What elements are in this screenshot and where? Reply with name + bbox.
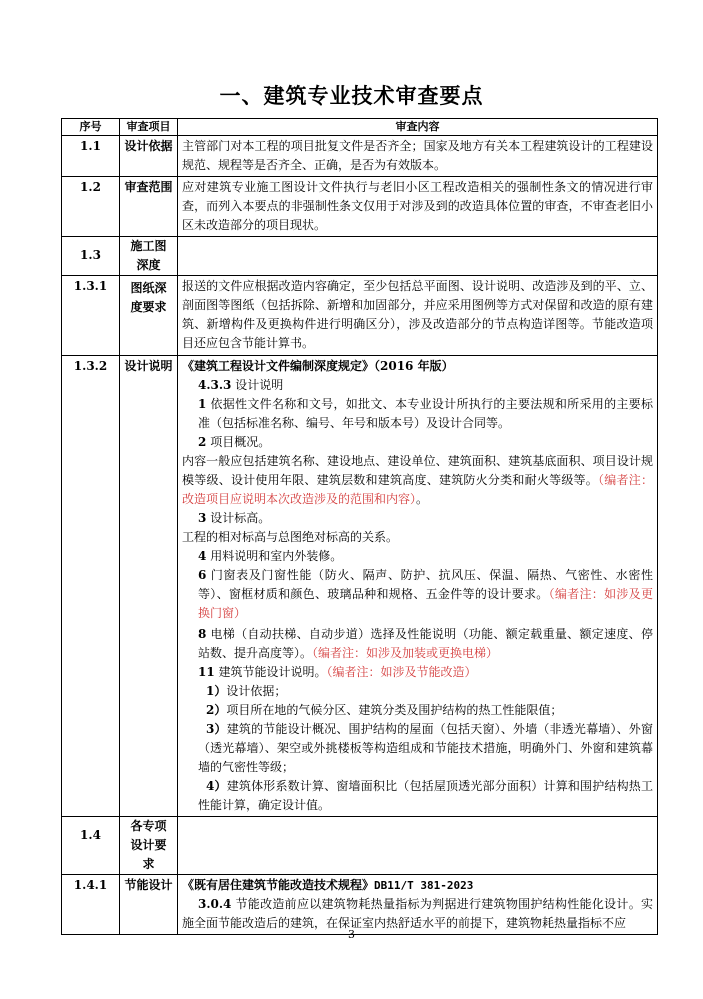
standard-name: 《既有居住建筑节能改造技术规程》 bbox=[182, 878, 375, 892]
item-number: 4 bbox=[198, 549, 207, 563]
item-text: 内容一般应包括建筑名称、建设地点、建设单位、建筑面积、建筑基底面积、项目设计规模等级、设计使用年限、建筑层数和建筑高度、建筑防火分类和耐火等级等。 bbox=[182, 454, 653, 487]
item-number: 2 bbox=[198, 435, 207, 449]
sub-item-text: 设计依据； bbox=[226, 684, 287, 698]
row-content bbox=[178, 875, 658, 935]
header-no: 序号 bbox=[62, 119, 120, 136]
item-text: 设计标高。 bbox=[210, 511, 271, 525]
list-item bbox=[182, 566, 653, 623]
list-item bbox=[182, 509, 653, 528]
item-text: 电梯（自动扶梯、自动步道）选择及性能说明（功能、额定载重量、额定速度、停站数、提升高度等）。 bbox=[198, 627, 653, 660]
item-number: 6 bbox=[198, 568, 207, 582]
row-item: 设计依据 bbox=[120, 136, 178, 177]
row-number: 1.3.1 bbox=[62, 276, 120, 356]
table-row bbox=[62, 817, 658, 875]
page-number: 3 bbox=[348, 928, 355, 941]
sub-item-number: 4） bbox=[206, 779, 227, 793]
row-content bbox=[178, 817, 658, 875]
header-item: 审查项目 bbox=[120, 119, 178, 136]
sub-item-text: 建筑的节能设计概况、围护结构的屋面（包括天窗）、外墙（非透光幕墙）、外窗（透光幕墙）、架空或外挑楼板等构造组成和节能技术措施，明确外门、外窗和建筑幕墙的气密性等级； bbox=[198, 722, 653, 774]
section-title: 设计说明 bbox=[235, 378, 284, 392]
standard-code: DB11/T 381-2023 bbox=[374, 879, 474, 892]
editor-note: （编者注：如涉及节能改造） bbox=[326, 665, 477, 679]
list-item-body: 工程的相对标高与总图绝对标高的关系。 bbox=[182, 530, 399, 544]
editor-note: （编者注：改造项目应说明本次改造涉及的范围和内容） bbox=[182, 473, 653, 506]
row-content: 报送的文件应根据改造内容确定，至少包括总平面图、设计说明、改造涉及到的平、立、剖面图等图纸（包括拆除、新增和加固部分，并应采用图例等方式对保留和改造的原有建筑、新增构件及更换构件进行明确区分），涉及改造部分的节点构造详图等。节能改造项目还应包含节能计算书。 bbox=[178, 276, 658, 356]
item-text-end: 。 bbox=[416, 492, 429, 506]
row-item: 节能设计 bbox=[120, 875, 178, 935]
row-content: 应对建筑专业施工图设计文件执行与老旧小区工程改造相关的强制性条文的情况进行审查，而列入本要点的非强制性条文仅用于对涉及到的改造具体位置的审查，不审查老旧小区未改造部分的项目现状。 bbox=[178, 177, 658, 237]
row-item: 图纸深度要求 bbox=[120, 276, 178, 356]
table-row bbox=[62, 875, 658, 935]
sub-item-number: 1） bbox=[206, 684, 227, 698]
row-number: 1.1 bbox=[62, 136, 120, 177]
row-number: 1.4 bbox=[62, 817, 120, 875]
sub-item bbox=[182, 682, 653, 701]
page-title: 一、建筑专业技术审查要点 bbox=[219, 84, 484, 108]
item-number: 8 bbox=[198, 627, 207, 641]
row-item: 设计说明 bbox=[120, 356, 178, 817]
header-content: 审查内容 bbox=[178, 119, 658, 136]
sub-item-text: 项目所在地的气候分区、建筑分类及围护结构的热工性能限值； bbox=[226, 703, 563, 717]
list-item bbox=[182, 395, 653, 433]
row-item: 各专项设计要求 bbox=[120, 817, 178, 875]
table-row bbox=[62, 136, 658, 177]
review-table bbox=[61, 118, 658, 935]
row-content: 主管部门对本工程的项目批复文件是否齐全；国家及地方有关本工程建筑设计的工程建设规范、规程等是否齐全、正确，是否为有效版本。 bbox=[178, 136, 658, 177]
row-number: 1.3 bbox=[62, 237, 120, 276]
standard-title: 《建筑工程设计文件编制深度规定》（2016 年版） bbox=[182, 359, 454, 373]
item-text: 建筑节能设计说明。 bbox=[218, 665, 327, 679]
item-number: 11 bbox=[198, 665, 215, 679]
list-item bbox=[182, 547, 653, 566]
list-item bbox=[182, 663, 653, 682]
item-text: 依据性文件名称和文号，如批文、本专业设计所执行的主要法规和所采用的主要标准（包括标准名称、编号、年号和版本号）及设计合同等。 bbox=[198, 397, 653, 430]
editor-note: （编者注：如涉及更换门窗） bbox=[198, 587, 653, 620]
sub-item bbox=[182, 701, 653, 720]
standard-title bbox=[182, 876, 653, 895]
item-number: 1 bbox=[198, 397, 207, 411]
item-text: 门窗表及门窗性能（防火、隔声、防护、抗风压、保温、隔热、气密性、水密性等）、窗框材质和颜色、玻璃品种和规格、五金件等的设计要求。 bbox=[198, 568, 653, 601]
sub-item-number: 3） bbox=[206, 722, 227, 736]
list-item-body bbox=[182, 452, 653, 509]
row-content bbox=[178, 356, 658, 817]
editor-note: （编者注：如涉及加装或更换电梯） bbox=[312, 646, 499, 660]
row-item: 施工图深度 bbox=[120, 237, 178, 276]
list-item bbox=[182, 433, 653, 452]
row-number: 1.3.2 bbox=[62, 356, 120, 817]
list-item bbox=[182, 625, 653, 663]
clause-text: 节能改造前应以建筑物耗热量指标为判据进行建筑物围护结构性能化设计。实施全面节能改造后的建筑，在保证室内热舒适水平的前提下，建筑物耗热量指标不应 bbox=[182, 897, 653, 930]
table-header-row bbox=[62, 119, 658, 136]
item-text: 用料说明和室内外装修。 bbox=[210, 549, 343, 563]
section-number: 4.3.3 bbox=[198, 378, 232, 392]
sub-item-text: 建筑体形系数计算、窗墙面积比（包括屋顶透光部分面积）计算和围护结构热工性能计算，确定设计值。 bbox=[198, 779, 653, 812]
row-number: 1.4.1 bbox=[62, 875, 120, 935]
table-row bbox=[62, 356, 658, 817]
row-content bbox=[178, 237, 658, 276]
sub-item bbox=[182, 720, 653, 777]
table-row bbox=[62, 177, 658, 237]
clause-number: 3.0.4 bbox=[198, 897, 232, 911]
section-heading bbox=[182, 376, 653, 395]
item-number: 3 bbox=[198, 511, 207, 525]
row-item: 审查范围 bbox=[120, 177, 178, 237]
table-row bbox=[62, 237, 658, 276]
sub-item-number: 2） bbox=[206, 703, 227, 717]
item-text: 项目概况。 bbox=[210, 435, 271, 449]
table-row bbox=[62, 276, 658, 356]
sub-item bbox=[182, 777, 653, 815]
row-number: 1.2 bbox=[62, 177, 120, 237]
